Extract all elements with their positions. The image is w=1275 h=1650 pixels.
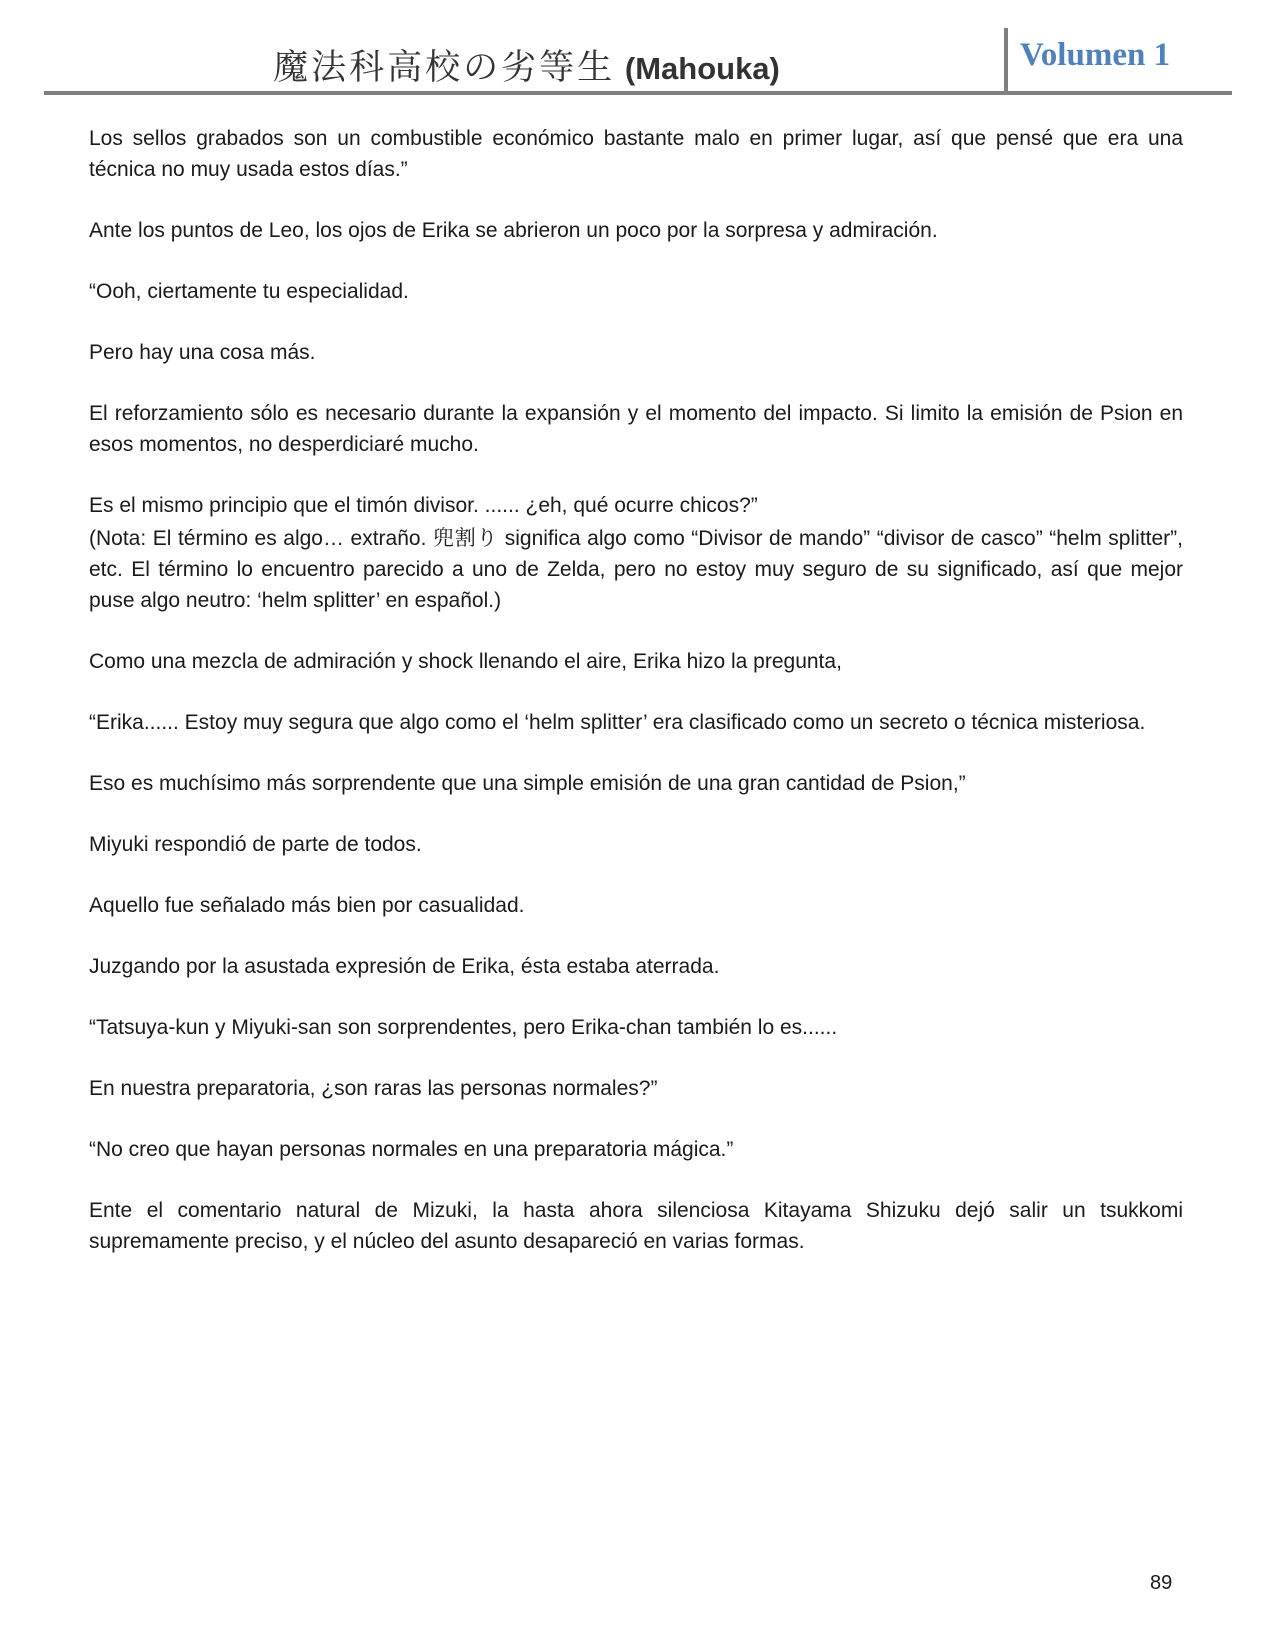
paragraph: Aquello fue señalado más bien por casualidad. <box>89 894 525 917</box>
paragraph: “Ooh, ciertamente tu especialidad. <box>89 280 409 303</box>
translator-note-body: significa algo como “Divisor de mando” “divisor de casco” “helm splitter”, etc. El término lo encuentro parecido a uno de Zelda, pero no estoy muy seguro de su significado, así que mejor puse algo neutro: ‘helm splitter’ en español.) <box>89 527 1183 612</box>
paragraph: “Tatsuya-kun y Miyuki-san son sorprendentes, pero Erika-chan también lo es...... <box>89 1016 838 1039</box>
page-body <box>89 123 1183 1287</box>
translator-note <box>89 523 1183 616</box>
page-number: 89 <box>1150 1572 1173 1594</box>
book-title-japanese: 魔法科高校の劣等生 <box>273 48 616 88</box>
volume-label: Volumen 1 <box>1020 37 1171 73</box>
paragraph: “No creo que hayan personas normales en una preparatoria mágica.” <box>89 1138 734 1161</box>
paragraph: Los sellos grabados son un combustible económico bastante malo en primer lugar, así que pensé que era una técnica no muy usada estos días.” <box>89 127 1183 181</box>
translator-note-japanese-term: 兜割り <box>432 526 499 550</box>
paragraph: En nuestra preparatoria, ¿son raras las personas normales?” <box>89 1077 658 1100</box>
paragraph: Pero hay una cosa más. <box>89 341 316 364</box>
paragraph: Como una mezcla de admiración y shock llenando el aire, Erika hizo la pregunta, <box>89 650 842 673</box>
book-title-romaji: (Mahouka) <box>624 51 780 86</box>
translator-note-lead: (Nota: El término es algo… extraño. <box>89 527 427 550</box>
header-divider <box>1004 28 1008 94</box>
paragraph: Ante los puntos de Leo, los ojos de Erika se abrieron un poco por la sorpresa y admiración. <box>89 219 938 242</box>
paragraph: Eso es muchísimo más sorprendente que una simple emisión de una gran cantidad de Psion,” <box>89 772 966 795</box>
paragraph: Miyuki respondió de parte de todos. <box>89 833 422 856</box>
paragraph: Juzgando por la asustada expresión de Erika, ésta estaba aterrada. <box>89 955 720 978</box>
paragraph: Es el mismo principio que el timón divisor. ...... ¿eh, qué ocurre chicos?” <box>89 494 758 517</box>
paragraph: “Erika...... Estoy muy segura que algo como el ‘helm splitter’ era clasificado como un secreto o técnica misteriosa. <box>89 711 1146 734</box>
paragraph: El reforzamiento sólo es necesario durante la expansión y el momento del impacto. Si limito la emisión de Psion en esos momentos, no desperdiciaré mucho. <box>89 402 1183 456</box>
book-title <box>44 40 1009 90</box>
header-rule <box>44 91 1232 95</box>
paragraph: Ente el comentario natural de Mizuki, la hasta ahora silenciosa Kitayama Shizuku dejó salir un tsukkomi supremamente preciso, y el núcleo del asunto desapareció en varias formas. <box>89 1199 1183 1253</box>
page-header <box>44 28 1232 94</box>
